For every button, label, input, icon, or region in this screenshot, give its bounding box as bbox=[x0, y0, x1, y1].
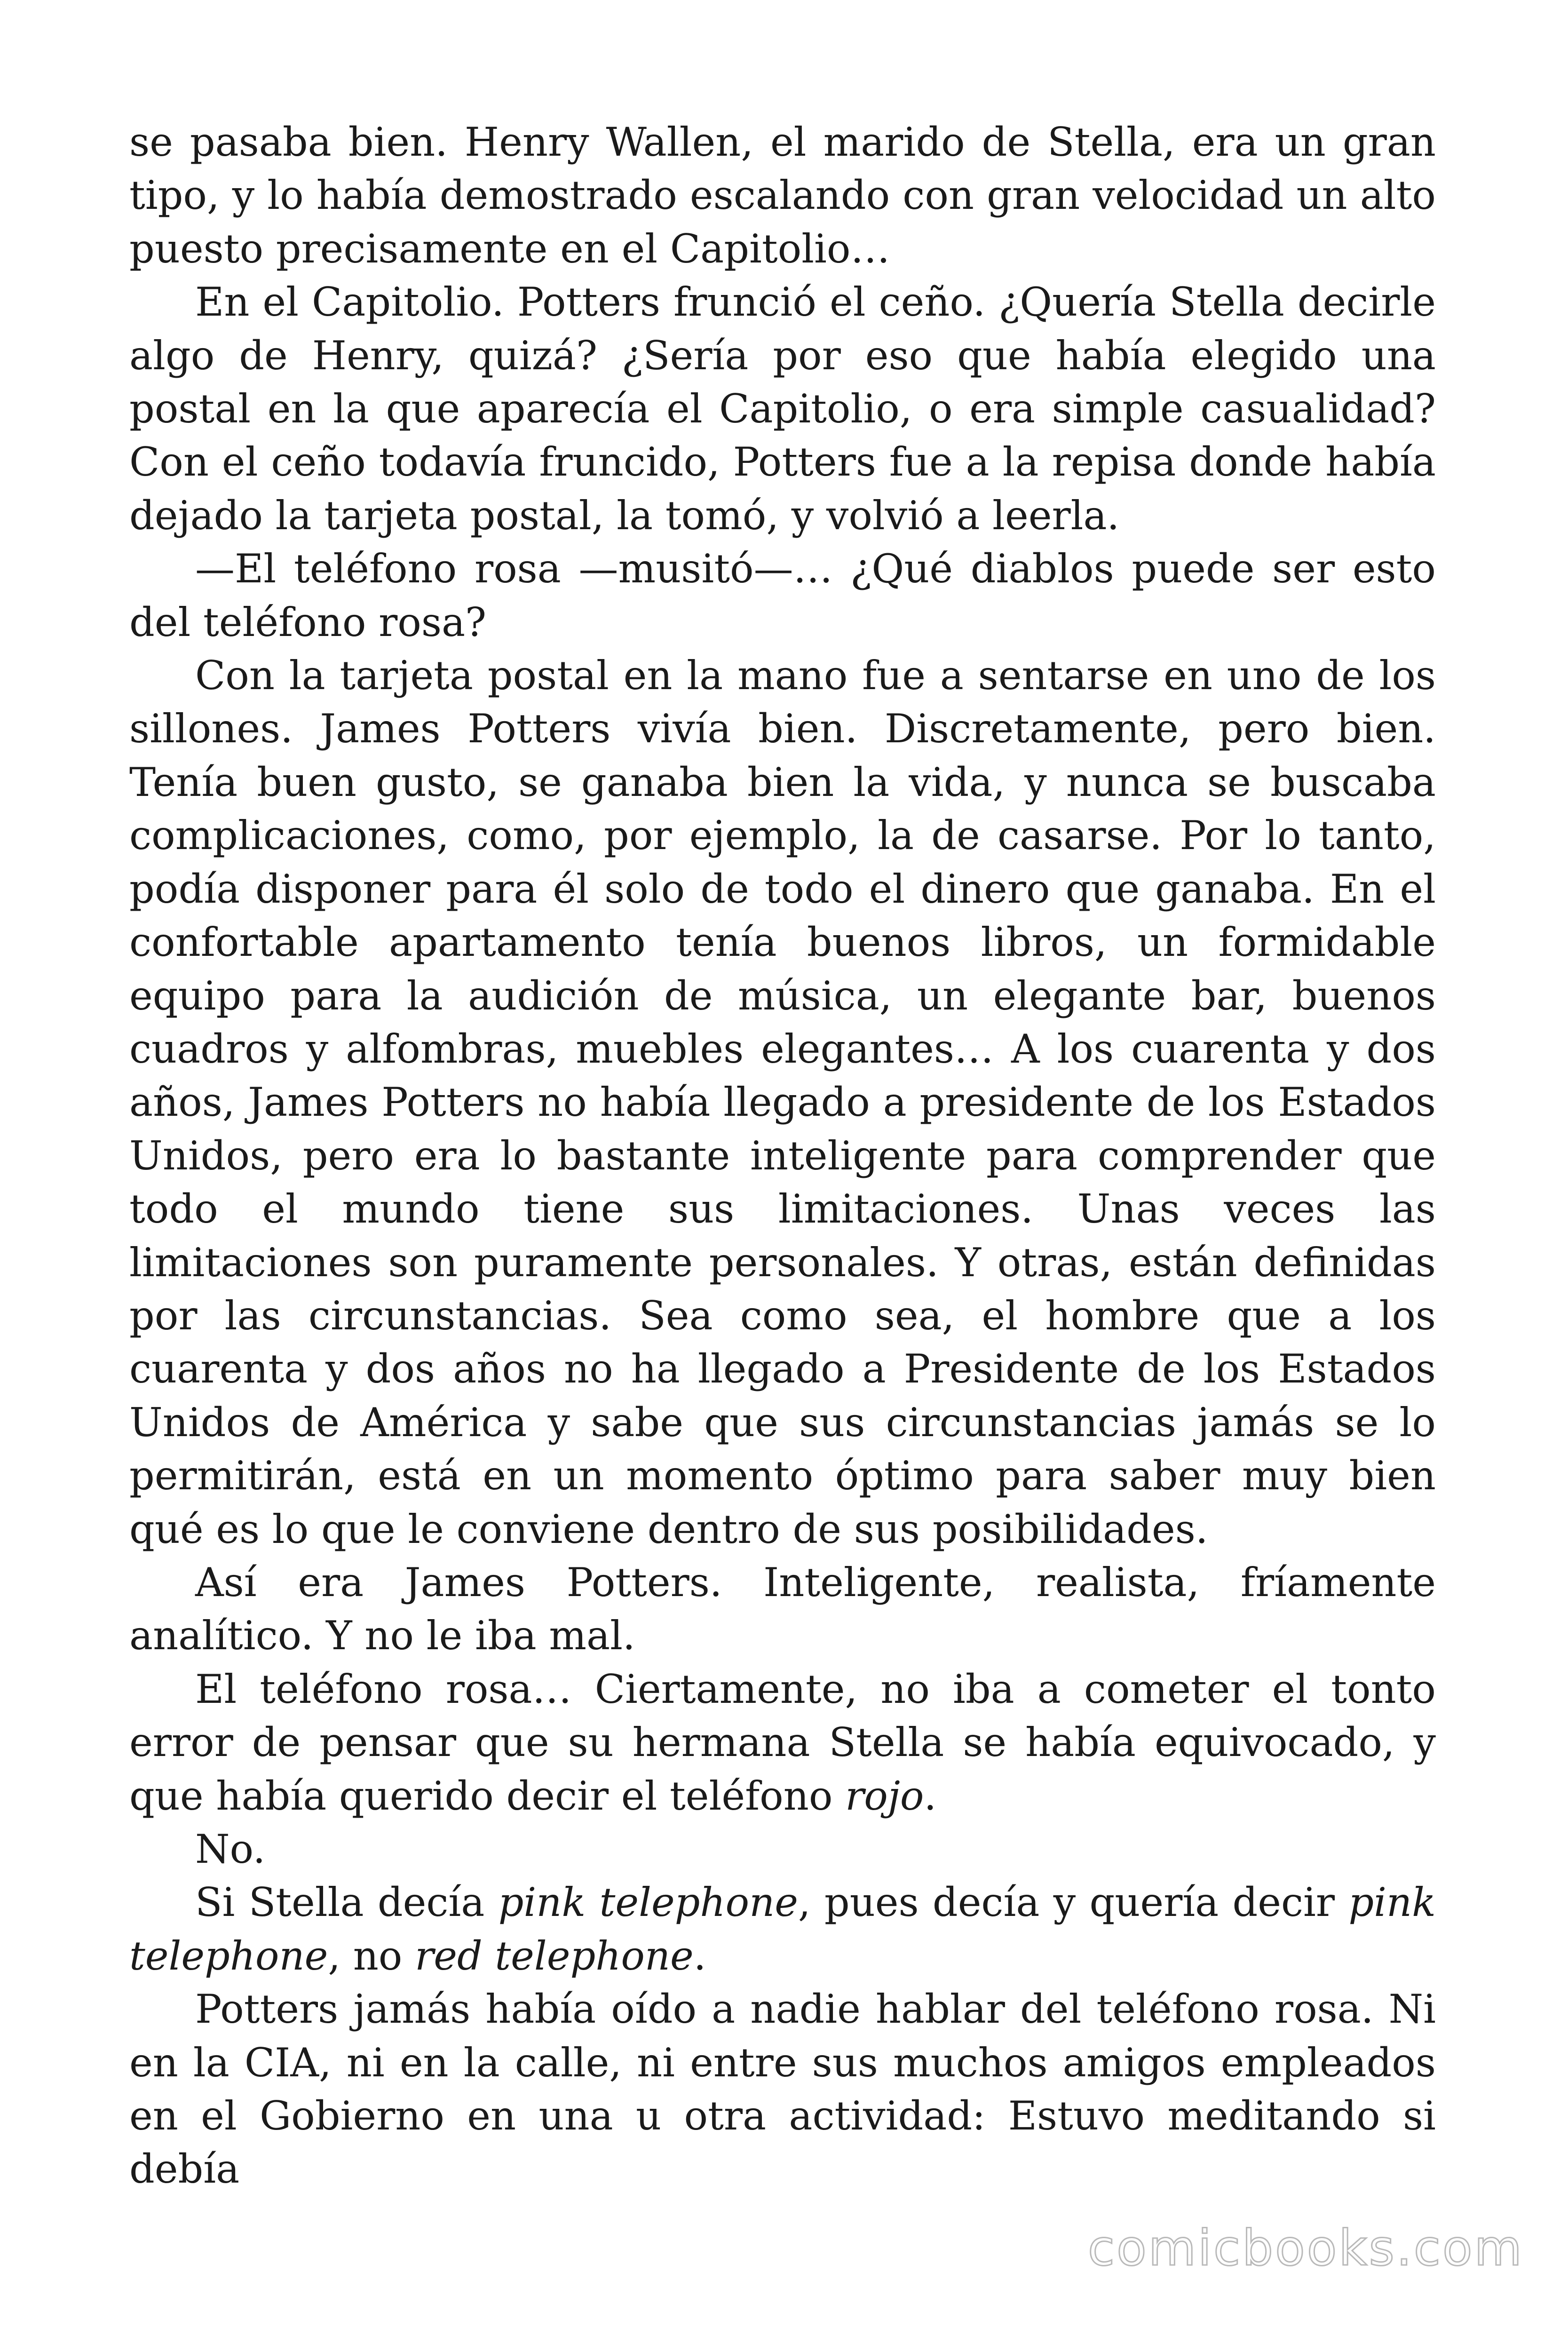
italic-text-segment: pink telephone bbox=[498, 1879, 798, 1926]
paragraph bbox=[129, 1663, 1436, 1823]
text-segment: se pasaba bien. Henry Wallen, el marido de Stella, era un gran tipo, y lo había demostrado escalando con gran velocidad un alto puesto precisamente en el Capitolio… bbox=[129, 119, 1436, 272]
site-watermark: comicbooks.com bbox=[1087, 2219, 1524, 2277]
text-segment: , pues decía y quería decir bbox=[798, 1879, 1349, 1926]
text-segment: Así era James Potters. Inteligente, realista, fríamente analítico. Y no le iba mal. bbox=[129, 1559, 1436, 1659]
paragraph bbox=[129, 1983, 1436, 2196]
text-segment: —El teléfono rosa —musitó—… ¿Qué diablos puede ser esto del teléfono rosa? bbox=[129, 546, 1436, 645]
italic-text-segment: rojo bbox=[845, 1772, 924, 1819]
italic-text-segment: pink telephone bbox=[129, 1879, 1436, 1979]
paragraph bbox=[129, 1823, 1436, 1876]
paragraph bbox=[129, 116, 1436, 276]
paragraph bbox=[129, 649, 1436, 1556]
text-segment: , no bbox=[328, 1932, 415, 1979]
paragraph bbox=[129, 276, 1436, 542]
text-segment: El teléfono rosa… Ciertamente, no iba a cometer el tonto error de pensar que su hermana Stella se había equivocado, y que había querido decir el teléfono bbox=[129, 1666, 1436, 1819]
text-segment: Potters jamás había oído a nadie hablar del teléfono rosa. Ni en la CIA, ni en la calle, ni entre sus muchos amigos empleados en el Gobierno en una u otra actividad: Estuvo meditando si debía bbox=[129, 1986, 1436, 2193]
text-segment: Con la tarjeta postal en la mano fue a sentarse en uno de los sillones. James Potters vivía bien. Discretamente, pero bien. Tenía buen gusto, se ganaba bien la vida, y nunca se buscaba complicaciones, como, por ejemplo, la de casarse. Por lo tanto, podía disponer para él solo de todo el dinero que ganaba. En el confortable apartamento tenía buenos libros, un formidable equipo para la audición de música, un elegante bar, buenos cuadros y alfombras, muebles elegantes… A los cuarenta y dos años, James Potters no había llegado a presidente de los Estados Unidos, pero era lo bastante inteligente para comprender que todo el mundo tiene sus limitaciones. Unas veces las limitaciones son puramente personales. Y otras, están definidas por las circunstancias. Sea como sea, el hombre que a los cuarenta y dos años no ha llegado a Presidente de los Estados Unidos de América y sabe que sus circunstancias jamás se lo permitirán, está en un momento óptimo para saber muy bien qué es lo que le conviene dentro de sus posibilidades. bbox=[129, 652, 1436, 1552]
italic-text-segment: red telephone bbox=[415, 1932, 694, 1979]
text-segment: . bbox=[693, 1932, 706, 1979]
text-segment: . bbox=[924, 1772, 937, 1819]
page-body-text bbox=[129, 116, 1436, 2196]
text-segment: En el Capitolio. Potters frunció el ceño. ¿Quería Stella decirle algo de Henry, quizá? ¿Sería por eso que había elegido una postal en la que aparecía el Capitolio, o era simple casualidad? Con el ceño todavía fruncido, Potters fue a la repisa donde había dejado la tarjeta postal, la tomó, y volvió a leerla. bbox=[129, 279, 1436, 539]
text-segment: Si Stella decía bbox=[195, 1879, 499, 1926]
paragraph bbox=[129, 1876, 1436, 1983]
paragraph bbox=[129, 1556, 1436, 1663]
text-segment: No. bbox=[195, 1826, 266, 1872]
paragraph bbox=[129, 542, 1436, 649]
